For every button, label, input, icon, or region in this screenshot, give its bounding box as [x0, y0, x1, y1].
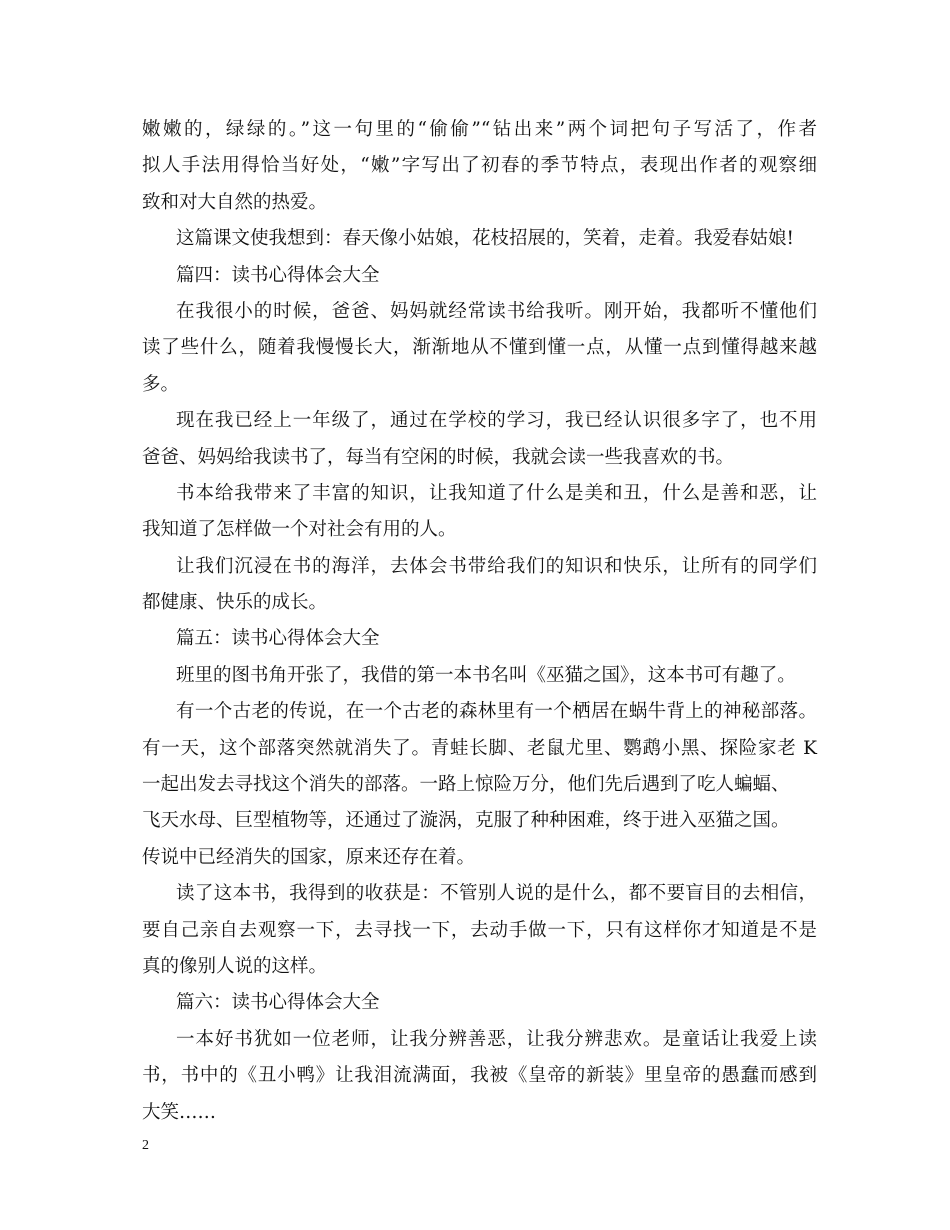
text-line: 真的像别人说的这样。: [142, 955, 328, 977]
text-line: 现在我已经上一年级了，通过在学校的学习，我已经认识很多字了，也不用: [176, 410, 817, 432]
text-line: 读了这本书，我得到的收获是：不管别人说的是什么，都不要盲目的去相信，: [176, 883, 817, 905]
text-line: 一本好书犹如一位老师，让我分辨善恶，让我分辨悲欢。是童话让我爱上读: [176, 1028, 817, 1050]
text-line: 有一天，这个部落突然就消失了。青蛙长脚、老鼠尤里、鹦鹉小黑、探险家老 K: [142, 737, 817, 759]
text-line: 书，书中的《丑小鸭》让我泪流满面，我被《皇帝的新装》里皇帝的愚蠢而感到: [142, 1065, 817, 1087]
text-line: 书本给我带来了丰富的知识，让我知道了什么是美和丑，什么是善和恶，让: [176, 482, 817, 504]
text-line: 大笑……: [142, 1101, 217, 1123]
text-line: 传说中已经消失的国家，原来还存在着。: [142, 846, 476, 868]
text-line: 要自己亲自去观察一下，去寻找一下，去动手做一下，只有这样你才知道是不是: [142, 919, 817, 941]
text-line: 有一个古老的传说，在一个古老的森林里有一个栖居在蜗牛背上的神秘部落。: [176, 701, 817, 723]
text-line: 致和对大自然的热爱。: [142, 191, 328, 213]
text-line: 这篇课文使我想到：春天像小姑娘，花枝招展的，笑着，走着。我爱春姑娘!: [176, 228, 794, 250]
section-heading: 篇六：读书心得体会大全: [176, 992, 380, 1014]
section-heading: 篇五：读书心得体会大全: [176, 628, 380, 650]
text-line: 一起出发去寻找这个消失的部落。一路上惊险万分，他们先后遇到了吃人蝙蝠、: [142, 774, 790, 796]
page-number: 2: [142, 1138, 149, 1153]
text-line: 嫩嫩的，绿绿的。”这一句里的“偷偷”“钻出来”两个词把句子写活了，作者: [142, 119, 817, 140]
text-line: 我知道了怎样做一个对社会有用的人。: [142, 519, 457, 541]
text-line: 飞天水母、巨型植物等，还通过了漩涡，克服了种种困难，终于进入巫猫之国。: [142, 810, 790, 832]
text-line: 让我们沉浸在书的海洋，去体会书带给我们的知识和快乐，让所有的同学们: [176, 555, 817, 577]
section-heading: 篇四：读书心得体会大全: [176, 264, 380, 286]
body-text: [142, 112, 817, 1131]
text-line: 读了些什么，随着我慢慢长大，渐渐地从不懂到懂一点，从懂一点到懂得越来越: [142, 337, 817, 359]
text-line: 在我很小的时候，爸爸、妈妈就经常读书给我听。刚开始，我都听不懂他们: [176, 300, 817, 322]
text-line: 班里的图书角开张了，我借的第一本书名叫《巫猫之国》，这本书可有趣了。: [176, 664, 796, 686]
text-line: 拟人手法用得恰当好处，“嫩”字写出了初春的季节特点，表现出作者的观察细: [142, 155, 817, 177]
text-line: 爸爸、妈妈给我读书了，每当有空闲的时候，我就会读一些我喜欢的书。: [142, 446, 735, 468]
text-line: 多。: [142, 373, 180, 395]
text-line: 都健康、快乐的成长。: [142, 592, 328, 614]
